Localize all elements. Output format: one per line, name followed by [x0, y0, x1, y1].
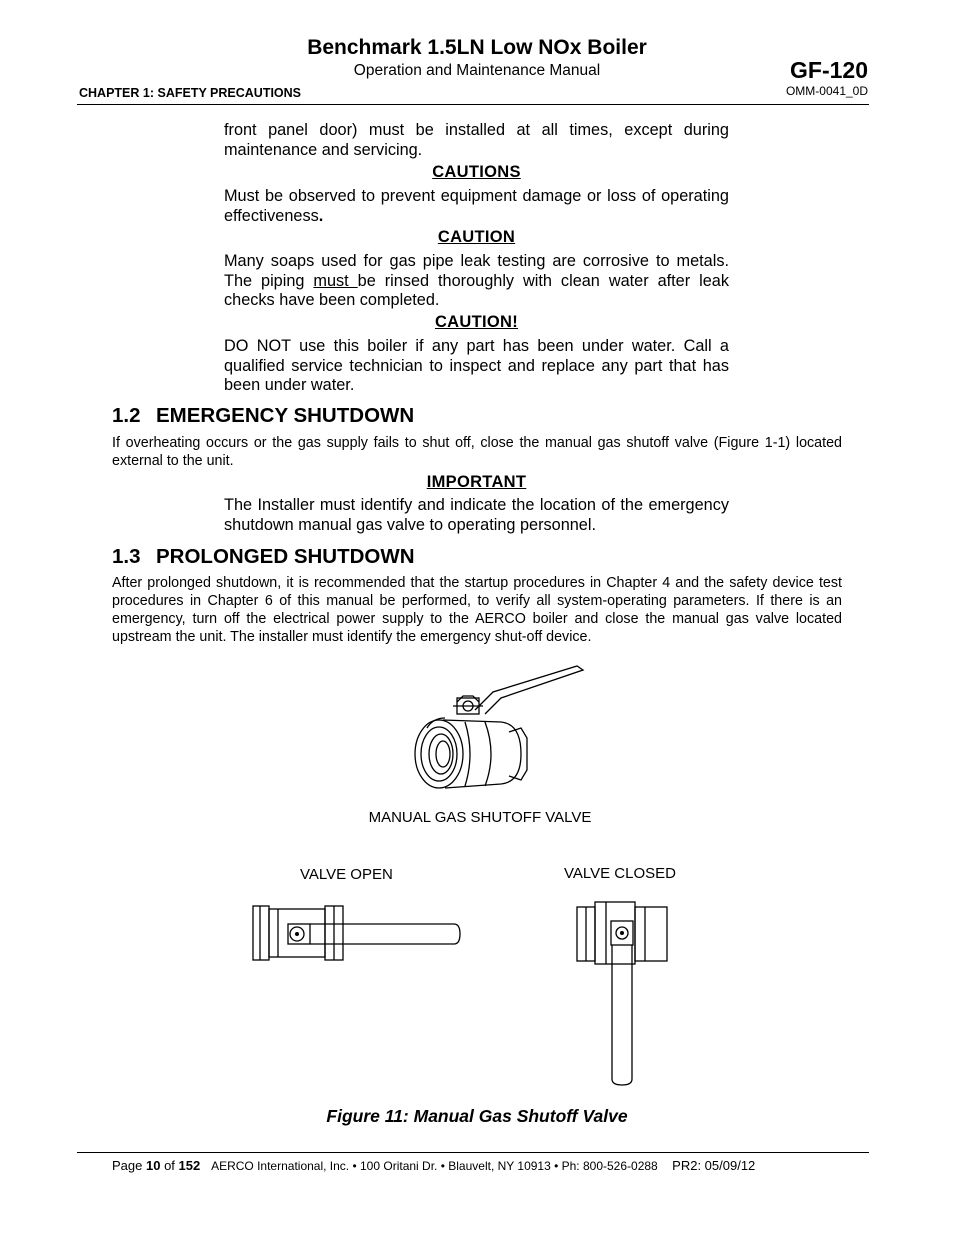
intro-paragraph: front panel door) must be installed at all times, except during maintenance and servicing. — [224, 121, 729, 159]
figure-caption: Figure 11: Manual Gas Shutoff Valve — [326, 1106, 628, 1126]
section-1-3-number: 1.3 — [112, 545, 141, 568]
footer-rule — [77, 1152, 869, 1153]
document-subtitle: Operation and Maintenance Manual — [353, 62, 601, 79]
footer-revision: PR2: 05/09/12 — [672, 1158, 756, 1173]
section-1-3-heading — [112, 545, 415, 569]
footer-total-pages: 152 — [178, 1158, 201, 1173]
caution-text-b: be rinsed thoroughly with clean water after leak checks have been completed. — [224, 271, 729, 310]
caution-title: CAUTION — [437, 228, 516, 246]
valve-closed-label: VALVE CLOSED — [564, 865, 676, 882]
section-1-3-text: After prolonged shutdown, it is recommended that the startup procedures in Chapter 4 and the safety device test procedures in Chapter 6 of this manual be performed, to verify all system-operating parameters. If there is an emergency, turn off the electrical power supply to the AERCO boiler and close the manual gas valve located upstream the unit. The installer must identify the emergency shut-off device. — [112, 575, 842, 645]
document-number: OMM-0041_0D — [785, 84, 868, 98]
cautions-title: CAUTIONS — [432, 163, 521, 181]
footer-page-word: Page — [112, 1158, 146, 1173]
caution-text-must: must — [313, 271, 358, 290]
valve-closed-drawing — [574, 899, 672, 1089]
caution-text-a: Many soaps used for gas pipe leak testing are corrosive to metals. The piping — [224, 252, 729, 290]
valve-isometric-drawing — [405, 662, 590, 794]
section-1-3-title: PROLONGED SHUTDOWN — [156, 545, 415, 568]
caution-exclaim-title: CAUTION! — [434, 313, 519, 331]
chapter-heading: CHAPTER 1: SAFETY PRECAUTIONS — [79, 86, 302, 100]
document-title: Benchmark 1.5LN Low NOx Boiler — [307, 36, 647, 59]
caution-exclaim-text: DO NOT use this boiler if any part has been under water. Call a qualified service technician to inspect and replace any part that has been under water. — [224, 337, 729, 395]
model-number: GF-120 — [790, 57, 868, 83]
section-1-2-title: EMERGENCY SHUTDOWN — [156, 404, 415, 427]
footer-of-word: of — [160, 1158, 179, 1173]
cautions-text — [224, 187, 729, 226]
section-1-2-text: If overheating occurs or the gas supply fails to shut off, close the manual gas shutoff valve (Figure 1-1) located external to the unit. — [112, 435, 842, 469]
footer — [112, 1158, 755, 1173]
header-rule — [77, 104, 869, 105]
section-1-2-heading — [112, 404, 414, 428]
cautions-text-main: Must be observed to prevent equipment damage or loss of operating effectiveness — [224, 187, 729, 225]
section-1-2-number: 1.2 — [112, 404, 141, 427]
footer-address: AERCO International, Inc. • 100 Oritani Dr. • Blauvelt, NY 10913 • Ph: 800-526-0288 — [211, 1159, 658, 1173]
cautions-text-end: . — [318, 206, 324, 225]
caution-text — [224, 252, 729, 311]
important-text: The Installer must identify and indicate the location of the emergency shutdown manual gas valve to operating personnel. — [224, 496, 729, 534]
footer-page-number: 10 — [145, 1158, 161, 1173]
manual-gas-shutoff-valve-label: MANUAL GAS SHUTOFF VALVE — [368, 809, 592, 826]
important-title: IMPORTANT — [426, 473, 527, 491]
valve-open-drawing — [250, 904, 464, 964]
valve-open-label: VALVE OPEN — [300, 866, 393, 883]
